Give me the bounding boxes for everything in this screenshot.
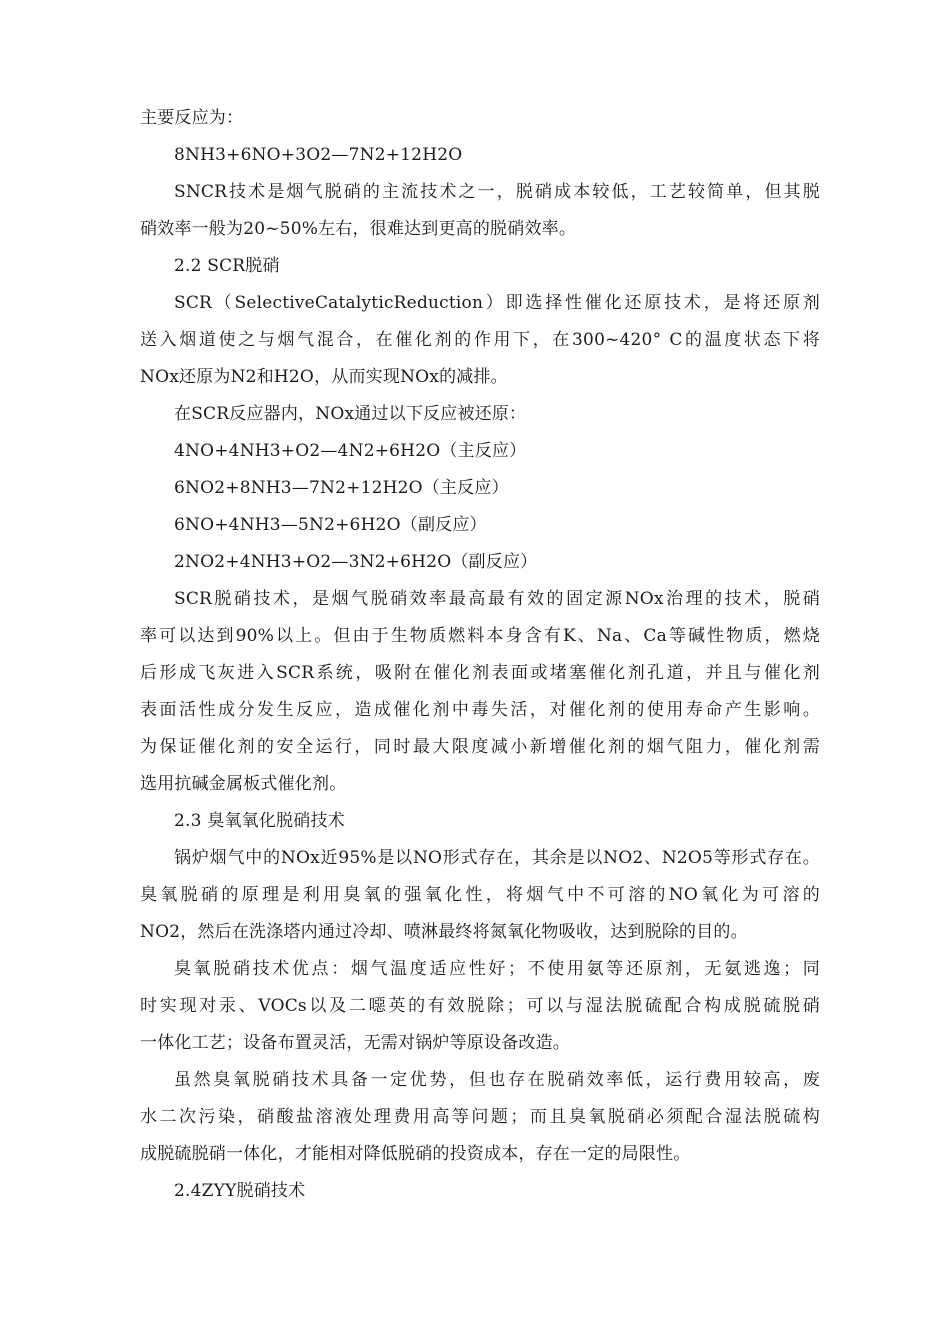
text-line: 8NH3+6NO+3O2—7N2+12H2O bbox=[174, 145, 463, 165]
text-line: 表面活性成分发生反应，造成催化剂中毒失活，对催化剂的使用寿命产生影响。 bbox=[140, 700, 820, 720]
text-line: 2.2 SCR脱硝 bbox=[174, 256, 280, 276]
text-line: 水二次污染，硝酸盐溶液处理费用高等问题；而且臭氧脱硝必须配合湿法脱硫构 bbox=[140, 1107, 820, 1127]
text-line: 锅炉烟气中的NOx近95%是以NO形式存在，其余是以NO2、N2O5等形式存在。 bbox=[174, 848, 820, 868]
text-line: 率可以达到90%以上。但由于生物质燃料本身含有K、Na、Ca等碱性物质，燃烧 bbox=[140, 626, 820, 646]
text-line: 送入烟道使之与烟气混合，在催化剂的作用下，在300~420° C的温度状态下将 bbox=[140, 330, 820, 350]
text-line: 硝效率一般为20~50%左右，很难达到更高的脱硝效率。 bbox=[140, 219, 577, 239]
text-line: 后形成飞灰进入SCR系统，吸附在催化剂表面或堵塞催化剂孔道，并且与催化剂 bbox=[140, 663, 820, 683]
text-line: 选用抗碱金属板式催化剂。 bbox=[140, 774, 347, 794]
text-line: 在SCR反应器内，NOx通过以下反应被还原： bbox=[174, 404, 527, 424]
text-line: 6NO2+8NH3—7N2+12H2O（主反应） bbox=[174, 478, 509, 498]
text-line: SNCR技术是烟气脱硝的主流技术之一，脱硝成本较低，工艺较简单，但其脱 bbox=[174, 182, 820, 202]
text-line: 一体化工艺；设备布置灵活，无需对锅炉等原设备改造。 bbox=[140, 1033, 570, 1053]
text-line: 为保证催化剂的安全运行，同时最大限度减小新增催化剂的烟气阻力，催化剂需 bbox=[140, 737, 820, 757]
text-line: NO2，然后在洗涤塔内通过冷却、喷淋最终将氮氧化物吸收，达到脱除的目的。 bbox=[140, 922, 748, 942]
text-line: 主要反应为： bbox=[140, 108, 244, 128]
text-line: 2NO2+4NH3+O2—3N2+6H2O（副反应） bbox=[174, 552, 538, 572]
text-line: 2.4ZYY脱硝技术 bbox=[174, 1181, 306, 1201]
text-line: 臭氧脱硝的原理是利用臭氧的强氧化性，将烟气中不可溶的NO氧化为可溶的 bbox=[140, 885, 820, 905]
text-line: SCR（SelectiveCatalyticReduction）即选择性催化还原技术，是将还原剂 bbox=[174, 293, 820, 313]
text-line: 臭氧脱硝技术优点：烟气温度适应性好；不使用氨等还原剂，无氨逃逸；同 bbox=[174, 959, 820, 979]
text-line: 虽然臭氧脱硝技术具备一定优势，但也存在脱硝效率低，运行费用较高，废 bbox=[174, 1070, 820, 1090]
text-line: SCR脱硝技术，是烟气脱硝效率最高最有效的固定源NOx治理的技术，脱硝 bbox=[174, 589, 820, 609]
text-line: 时实现对汞、VOCs以及二噁英的有效脱除；可以与湿法脱硫配合构成脱硫脱硝 bbox=[140, 996, 820, 1016]
text-line: 4NO+4NH3+O2—4N2+6H2O（主反应） bbox=[174, 441, 527, 461]
document-body bbox=[140, 100, 820, 1210]
text-line: 成脱硫脱硝一体化，才能相对降低脱硝的投资成本，存在一定的局限性。 bbox=[140, 1144, 691, 1164]
text-line: NOx还原为N2和H2O，从而实现NOx的减排。 bbox=[140, 367, 508, 387]
text-line: 2.3 臭氧氧化脱硝技术 bbox=[174, 811, 345, 831]
text-line: 6NO+4NH3—5N2+6H2O（副反应） bbox=[174, 515, 487, 535]
